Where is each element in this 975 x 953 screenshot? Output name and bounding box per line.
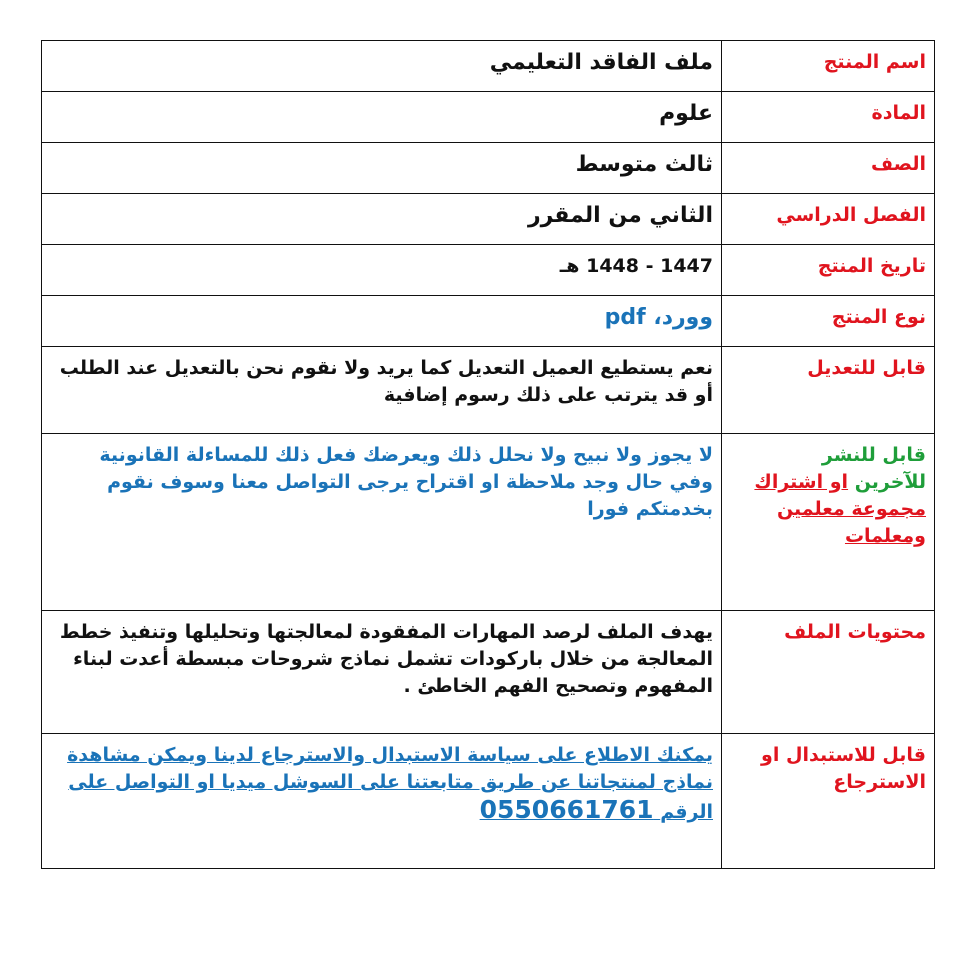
row-label: محتويات الملف [722,611,935,734]
type-value-ar: وورد، [645,305,713,330]
row-label: تاريخ المنتج [722,245,935,296]
row-label: المادة [722,92,935,143]
contents-value: يهدف الملف لرصد المهارات المفقودة لمعالجتها وتحليلها وتنفيذ خطط المعالجة من خلال باركودات تشمل نماذج شروحات مبسطة أعدت لبناء المفهوم وتصحيح الفهم الخاطئ . [42,611,722,734]
type-value-en: pdf [604,305,646,330]
row-label: الصف [722,143,935,194]
table-row [42,296,935,347]
phone-number[interactable]: 0550661761 [479,795,654,824]
publish-label-part2: للآخرين [854,471,926,493]
date-value: 1447 - 1448 هـ [42,245,722,296]
table-row [42,734,935,869]
grade-value: ثالث متوسط [42,143,722,194]
editable-value: نعم يستطيع العميل التعديل كما يريد ولا نقوم نحن بالتعديل عند الطلب أو قد يترتب على ذلك رسوم إضافية [42,347,722,434]
product-info-table [41,40,935,869]
subject-value: علوم [42,92,722,143]
publishing-value: لا يجوز ولا نبيح ولا نحلل ذلك ويعرضك فعل ذلك للمساءلة القانونية وفي حال وجد ملاحظة او اقتراح يرجى التواصل معنا وسوف نقوم بخدمتكم فورا [42,434,722,611]
returns-text[interactable]: يمكنك الاطلاع على سياسة الاستبدال والاسترجاع لدينا ويمكن مشاهدة نماذج لمنتجاتنا عن طريق متابعتنا على السوشل ميديا او التواصل على الرقم [67,744,713,823]
publish-label-part3: او اشتراك مجموعة معلمين ومعلمات [754,471,926,547]
semester-value: الثاني من المقرر [42,194,722,245]
row-label: قابل للاستبدال او الاسترجاع [722,734,935,869]
table-row [42,194,935,245]
returns-value[interactable] [42,734,722,869]
row-label: قابل للتعديل [722,347,935,434]
table-row [42,245,935,296]
table-row [42,41,935,92]
table-row [42,611,935,734]
row-label-publishing [722,434,935,611]
row-label: نوع المنتج [722,296,935,347]
table-row [42,143,935,194]
table-row [42,92,935,143]
table-row [42,434,935,611]
table-row [42,347,935,434]
row-label: الفصل الدراسي [722,194,935,245]
type-value [42,296,722,347]
product-name-value: ملف الفاقد التعليمي [42,41,722,92]
publish-label-part1: قابل للنشر [821,444,926,466]
row-label: اسم المنتج [722,41,935,92]
